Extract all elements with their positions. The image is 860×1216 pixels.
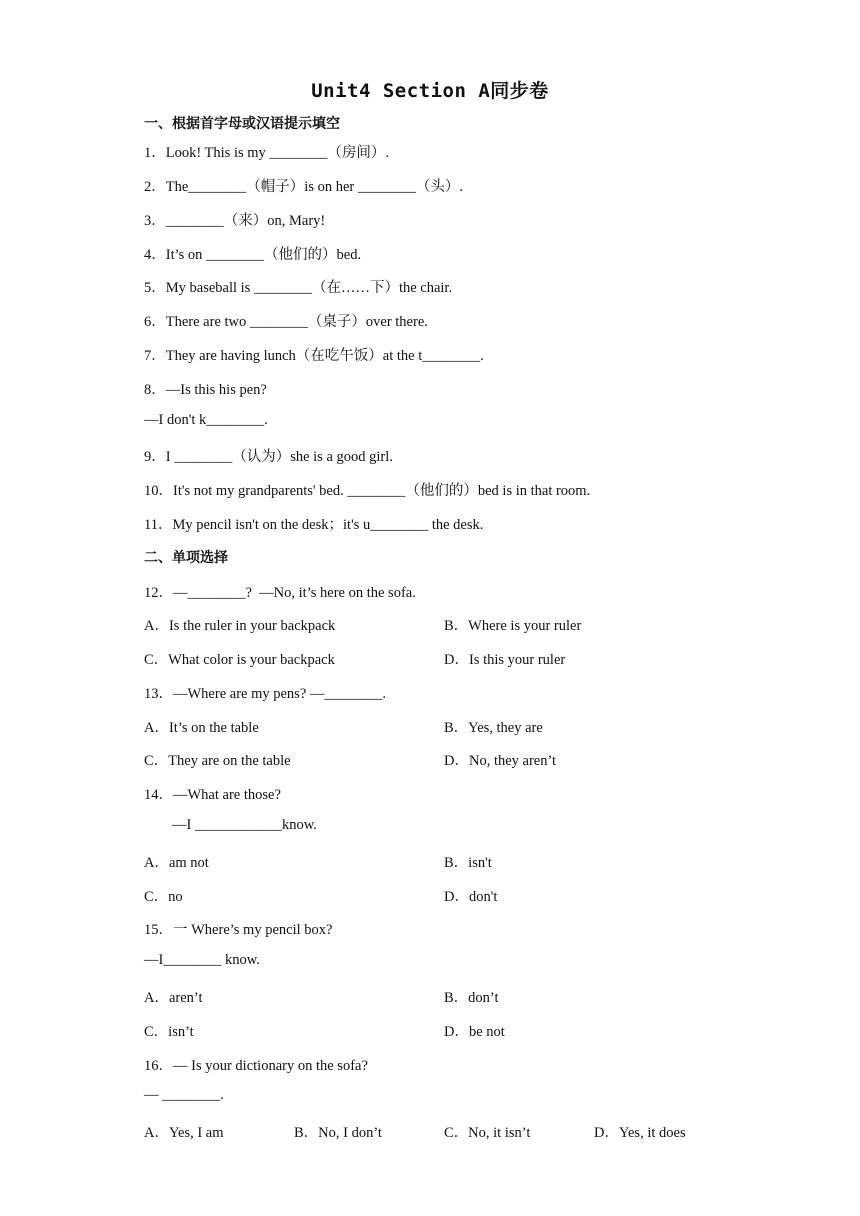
q16-option-d[interactable]: D．Yes, it does — [594, 1125, 686, 1141]
q14-option-d[interactable]: D．don't — [444, 889, 498, 905]
q15-option-d[interactable]: D．be not — [444, 1024, 505, 1040]
question-2: 2．The________（帽子）is on her ________（头）. — [144, 179, 463, 195]
question-1: 1．Look! This is my ________（房间）. — [144, 145, 390, 161]
q13-option-d[interactable]: D．No, they aren’t — [444, 753, 557, 769]
question-10: 10．It's not my grandparents' bed. ________（他们的）bed is in that room. — [144, 483, 591, 499]
section-heading-fill-blanks: 一、根据首字母或汉语提示填空 — [144, 116, 340, 132]
q12-option-b[interactable]: B．Where is your ruler — [444, 618, 582, 634]
q14-option-b[interactable]: B．isn't — [444, 855, 492, 871]
question-8-prompt: 8．—Is this his pen? — [144, 382, 267, 398]
q13-option-b[interactable]: B．Yes, they are — [444, 720, 543, 736]
question-15-prompt: 15．一 Where’s my pencil box? — [144, 922, 333, 938]
q12-option-a[interactable]: A．Is the ruler in your backpack — [144, 618, 336, 634]
q16-option-a[interactable]: A．Yes, I am — [144, 1125, 224, 1141]
question-12: 12．—________? —No, it’s here on the sofa. — [144, 585, 416, 601]
question-9: 9．I ________（认为）she is a good girl. — [144, 449, 393, 465]
q14-option-c[interactable]: C．no — [144, 889, 183, 905]
section-heading-multiple-choice: 二、单项选择 — [144, 550, 228, 566]
q12-option-d[interactable]: D．Is this your ruler — [444, 652, 566, 668]
page-title: Unit4 Section A同步卷 — [311, 80, 549, 102]
q15-option-b[interactable]: B．don’t — [444, 990, 499, 1006]
question-6: 6．There are two ________（桌子）over there. — [144, 314, 428, 330]
q12-option-c[interactable]: C．What color is your backpack — [144, 652, 335, 668]
question-13: 13．—Where are my pens? —________. — [144, 686, 387, 702]
question-4: 4．It’s on ________（他们的）bed. — [144, 247, 362, 263]
question-5: 5．My baseball is ________（在……下）the chair. — [144, 280, 453, 296]
question-11: 11．My pencil isn't on the desk；it's u________ the desk. — [144, 517, 484, 533]
q13-option-c[interactable]: C．They are on the table — [144, 753, 291, 769]
q16-option-c[interactable]: C．No, it isn’t — [444, 1125, 531, 1141]
q14-option-a[interactable]: A．am not — [144, 855, 209, 871]
question-16-prompt: 16．— Is your dictionary on the sofa? — [144, 1058, 368, 1074]
q15-option-c[interactable]: C．isn’t — [144, 1024, 194, 1040]
q13-option-a[interactable]: A．It’s on the table — [144, 720, 259, 736]
question-14-reply: —I ____________know. — [172, 817, 317, 833]
question-14-prompt: 14．—What are those? — [144, 787, 281, 803]
question-7: 7．They are having lunch（在吃午饭）at the t________. — [144, 348, 484, 364]
q16-option-b[interactable]: B．No, I don’t — [294, 1125, 382, 1141]
q15-option-a[interactable]: A．aren’t — [144, 990, 203, 1006]
question-16-reply: — ________. — [144, 1087, 224, 1103]
question-15-reply: —I________ know. — [144, 952, 260, 968]
question-3: 3．________（来）on, Mary! — [144, 213, 326, 229]
question-8-reply: —I don't k________. — [144, 412, 268, 428]
